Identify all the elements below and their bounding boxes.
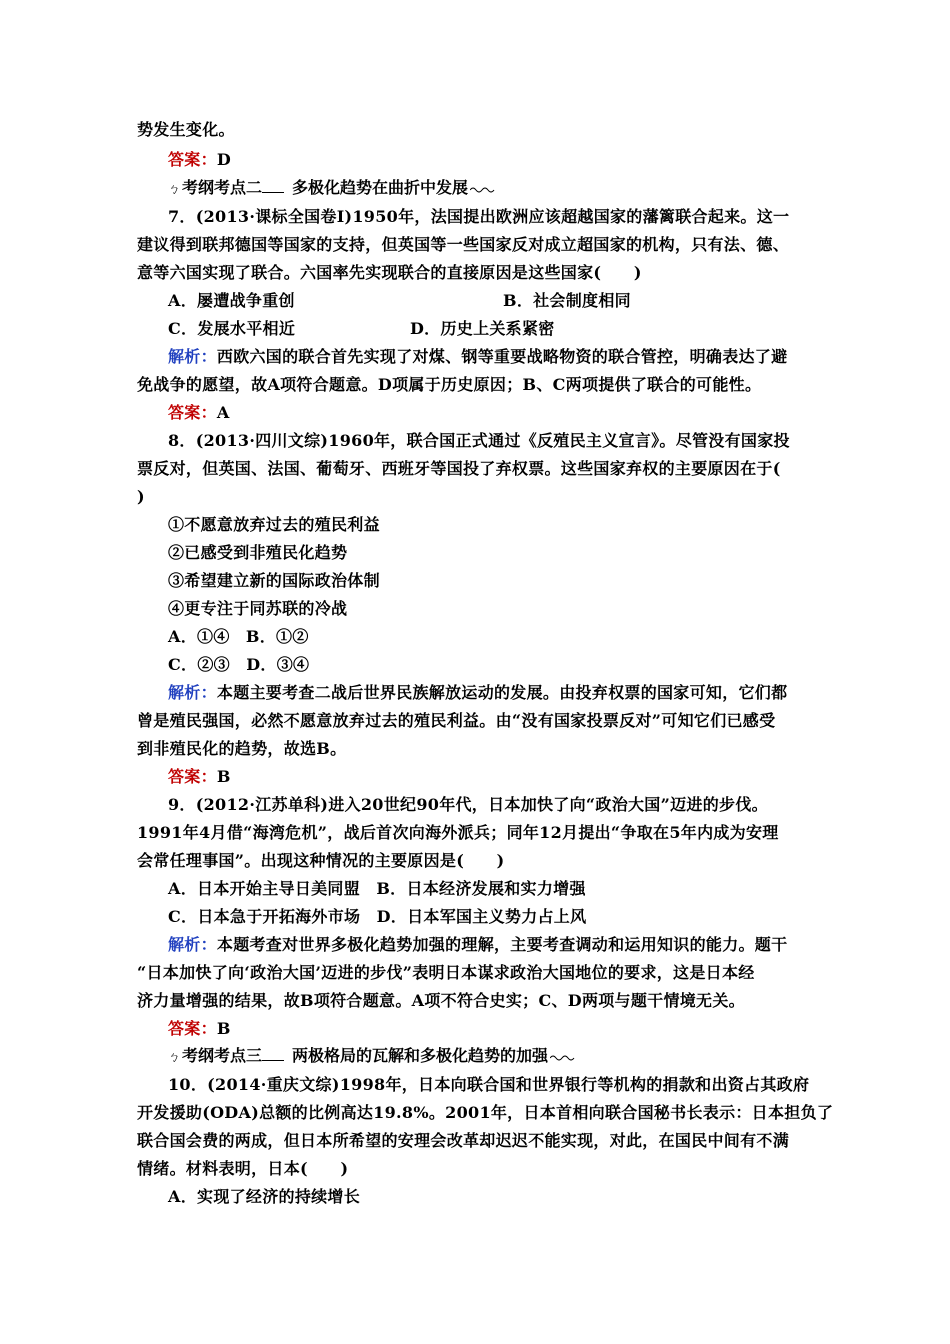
answer-label: 答案： (168, 403, 217, 422)
answer-line (168, 767, 231, 787)
question-line: 8．(2013·四川文综)1960年，联合国正式通过《反殖民主义宣言》。尽管没有国家投 (168, 431, 790, 450)
analysis-line (168, 683, 787, 703)
question-line: ) (137, 487, 145, 506)
heading-underline (262, 1048, 284, 1061)
option-a: A．实现了经济的持续增长 (168, 1187, 361, 1206)
question-line: 票反对，但英国、法国、葡萄牙、西班牙等国投了弃权票。这些国家弃权的主要原因在于( (137, 459, 781, 478)
analysis-line: “日本加快了向‘政治大国’迈进的步伐”表明日本谋求政治大国地位的要求，这是日本经 (137, 963, 755, 982)
analysis-text: 西欧六国的联合首先实现了对煤、钢等重要战略物资的联合管控，明确表达了避 (216, 347, 788, 366)
heading-prefix: 考纲考点二 (182, 178, 263, 197)
marker-icon: ㄅ (168, 182, 181, 196)
answer-value: D (216, 150, 232, 169)
wave-decoration-icon (470, 185, 496, 193)
heading-title: 两极格局的瓦解和多极化趋势的加强 (292, 1046, 549, 1065)
question-line: 开发援助(ODA)总额的比例高达19.8%。2001年，日本首相向联合国秘书长表示：日本担负了 (137, 1103, 834, 1122)
answer-label: 答案： (168, 1019, 217, 1038)
question-line: 1991年4月借“海湾危机”，战后首次向海外派兵；同年12月提出“争取在5年内成为安理 (137, 823, 779, 842)
analysis-line (168, 935, 787, 955)
question-line: 会常任理事国”。出现这种情况的主要原因是( ) (137, 851, 505, 870)
answer-line (168, 1019, 231, 1039)
analysis-text: 本题主要考查二战后世界民族解放运动的发展。由投弃权票的国家可知，它们都 (216, 683, 788, 702)
option-a: A．屡遭战争重创 (168, 291, 295, 310)
option-d: D．历史上关系紧密 (410, 319, 555, 338)
statement-3: ③希望建立新的国际政治体制 (168, 571, 380, 590)
statement-4: ④更专注于同苏联的冷战 (168, 599, 348, 618)
marker-icon: ㄅ (168, 1050, 181, 1064)
heading-underline (262, 180, 284, 193)
option-c: C．发展水平相近 (168, 319, 296, 338)
options-ab: A．日本开始主导日美同盟 B．日本经济发展和实力增强 (168, 879, 586, 898)
options-ab: A．①④ B．①② (168, 627, 309, 646)
answer-line (168, 150, 231, 170)
analysis-label: 解析： (168, 935, 217, 954)
section-heading-2 (168, 178, 496, 199)
analysis-line: 济力量增强的结果，故B项符合题意。A项不符合史实；C、D两项与题干情境无关。 (137, 991, 745, 1010)
option-b: B．社会制度相同 (503, 291, 631, 310)
question-line: 10．(2014·重庆文综)1998年，日本向联合国和世界银行等机构的捐款和出资占其政府 (168, 1075, 810, 1094)
answer-label: 答案： (168, 767, 217, 786)
answer-value: B (216, 767, 231, 786)
answer-label: 答案： (168, 150, 217, 169)
text-line: 势发生变化。 (137, 120, 235, 139)
answer-value: A (216, 403, 230, 422)
question-line: 联合国会费的两成，但日本所希望的安理会改革却迟迟不能实现，对此，在国民中间有不满 (137, 1131, 790, 1150)
question-line: 建议得到联邦德国等国家的支持，但英国等一些国家反对成立超国家的机构，只有法、德、 (137, 235, 790, 254)
analysis-label: 解析： (168, 683, 217, 702)
question-line: 意等六国实现了联合。六国率先实现联合的直接原因是这些国家( ) (137, 263, 642, 282)
heading-title: 多极化趋势在曲折中发展 (292, 178, 469, 197)
answer-line (168, 403, 230, 423)
question-line: 9．(2012·江苏单科)进入20世纪90年代，日本加快了向“政治大国”迈进的步伐。 (168, 795, 768, 814)
analysis-text: 本题考查对世界多极化趋势加强的理解，主要考查调动和运用知识的能力。题干 (216, 935, 788, 954)
section-heading-3 (168, 1046, 576, 1067)
options-cd: C．②③ D．③④ (168, 655, 310, 674)
question-line: 情绪。材料表明，日本( ) (137, 1159, 349, 1178)
analysis-line (168, 347, 787, 367)
analysis-line: 到非殖民化的趋势，故选B。 (137, 739, 347, 758)
analysis-label: 解析： (168, 347, 217, 366)
answer-value: B (216, 1019, 231, 1038)
statement-1: ①不愿意放弃过去的殖民利益 (168, 515, 380, 534)
wave-decoration-icon (550, 1053, 576, 1061)
question-line: 7．(2013·课标全国卷Ⅰ)1950年，法国提出欧洲应该超越国家的藩篱联合起来。这一 (168, 207, 790, 226)
statement-2: ②已感受到非殖民化趋势 (168, 543, 348, 562)
options-cd: C．日本急于开拓海外市场 D．日本军国主义势力占上风 (168, 907, 587, 926)
heading-prefix: 考纲考点三 (182, 1046, 263, 1065)
analysis-line: 曾是殖民强国，必然不愿意放弃过去的殖民利益。由“没有国家投票反对”可知它们已感受 (137, 711, 776, 730)
analysis-line: 免战争的愿望，故A项符合题意。D项属于历史原因；B、C两项提供了联合的可能性。 (137, 375, 762, 394)
